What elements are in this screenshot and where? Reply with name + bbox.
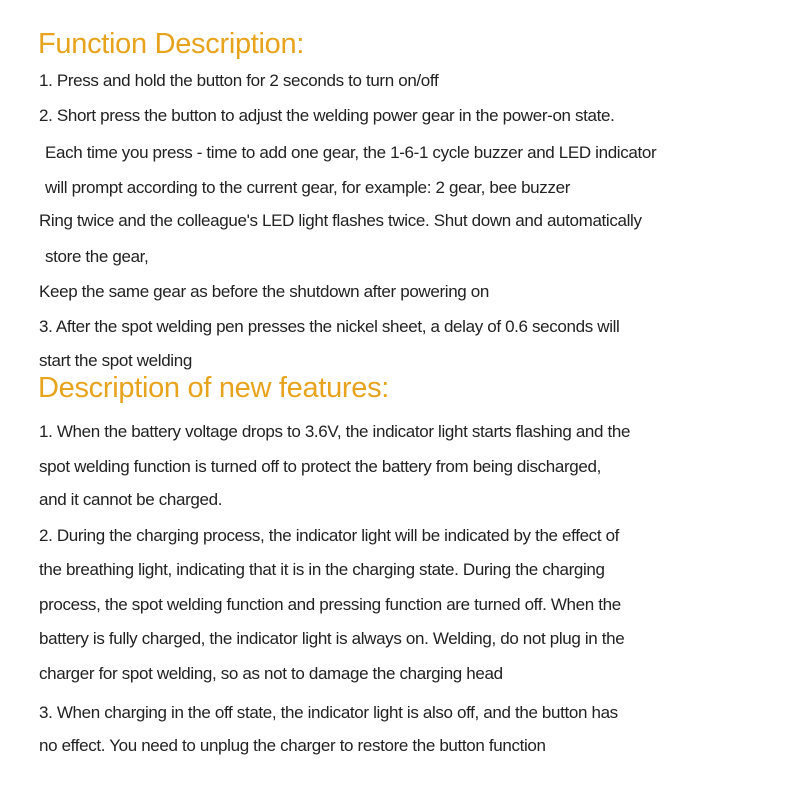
features-line-10: no effect. You need to unplug the charger to restore the button function	[39, 736, 546, 755]
features-line-8: charger for spot welding, so as not to damage the charging head	[39, 664, 503, 683]
features-line-3: and it cannot be charged.	[39, 490, 223, 509]
features-line-6: process, the spot welding function and pressing function are turned off. When the	[39, 595, 621, 614]
function-line-8: 3. After the spot welding pen presses the nickel sheet, a delay of 0.6 seconds will	[39, 317, 620, 336]
function-line-2: 2. Short press the button to adjust the welding power gear in the power-on state.	[39, 106, 615, 125]
features-line-2: spot welding function is turned off to protect the battery from being discharged,	[39, 457, 601, 476]
function-line-4: will prompt according to the current gear, for example: 2 gear, bee buzzer	[45, 178, 571, 197]
function-line-1: 1. Press and hold the button for 2 seconds to turn on/off	[39, 71, 439, 90]
function-line-6: store the gear,	[45, 247, 149, 266]
function-line-7: Keep the same gear as before the shutdown after powering on	[39, 282, 489, 301]
features-line-7: battery is fully charged, the indicator light is always on. Welding, do not plug in the	[39, 629, 625, 648]
features-line-9: 3. When charging in the off state, the indicator light is also off, and the button has	[39, 703, 618, 722]
function-line-9: start the spot welding	[39, 351, 192, 370]
function-line-3: Each time you press - time to add one gear, the 1-6-1 cycle buzzer and LED indicator	[45, 143, 657, 162]
function-line-5: Ring twice and the colleague's LED light flashes twice. Shut down and automatically	[39, 211, 642, 230]
function-description-heading: Function Description:	[38, 28, 305, 60]
new-features-heading: Description of new features:	[38, 372, 390, 404]
features-line-5: the breathing light, indicating that it is in the charging state. During the charging	[39, 560, 605, 579]
features-line-4: 2. During the charging process, the indicator light will be indicated by the effect of	[39, 526, 620, 545]
features-line-1: 1. When the battery voltage drops to 3.6V, the indicator light starts flashing and the	[39, 422, 631, 441]
